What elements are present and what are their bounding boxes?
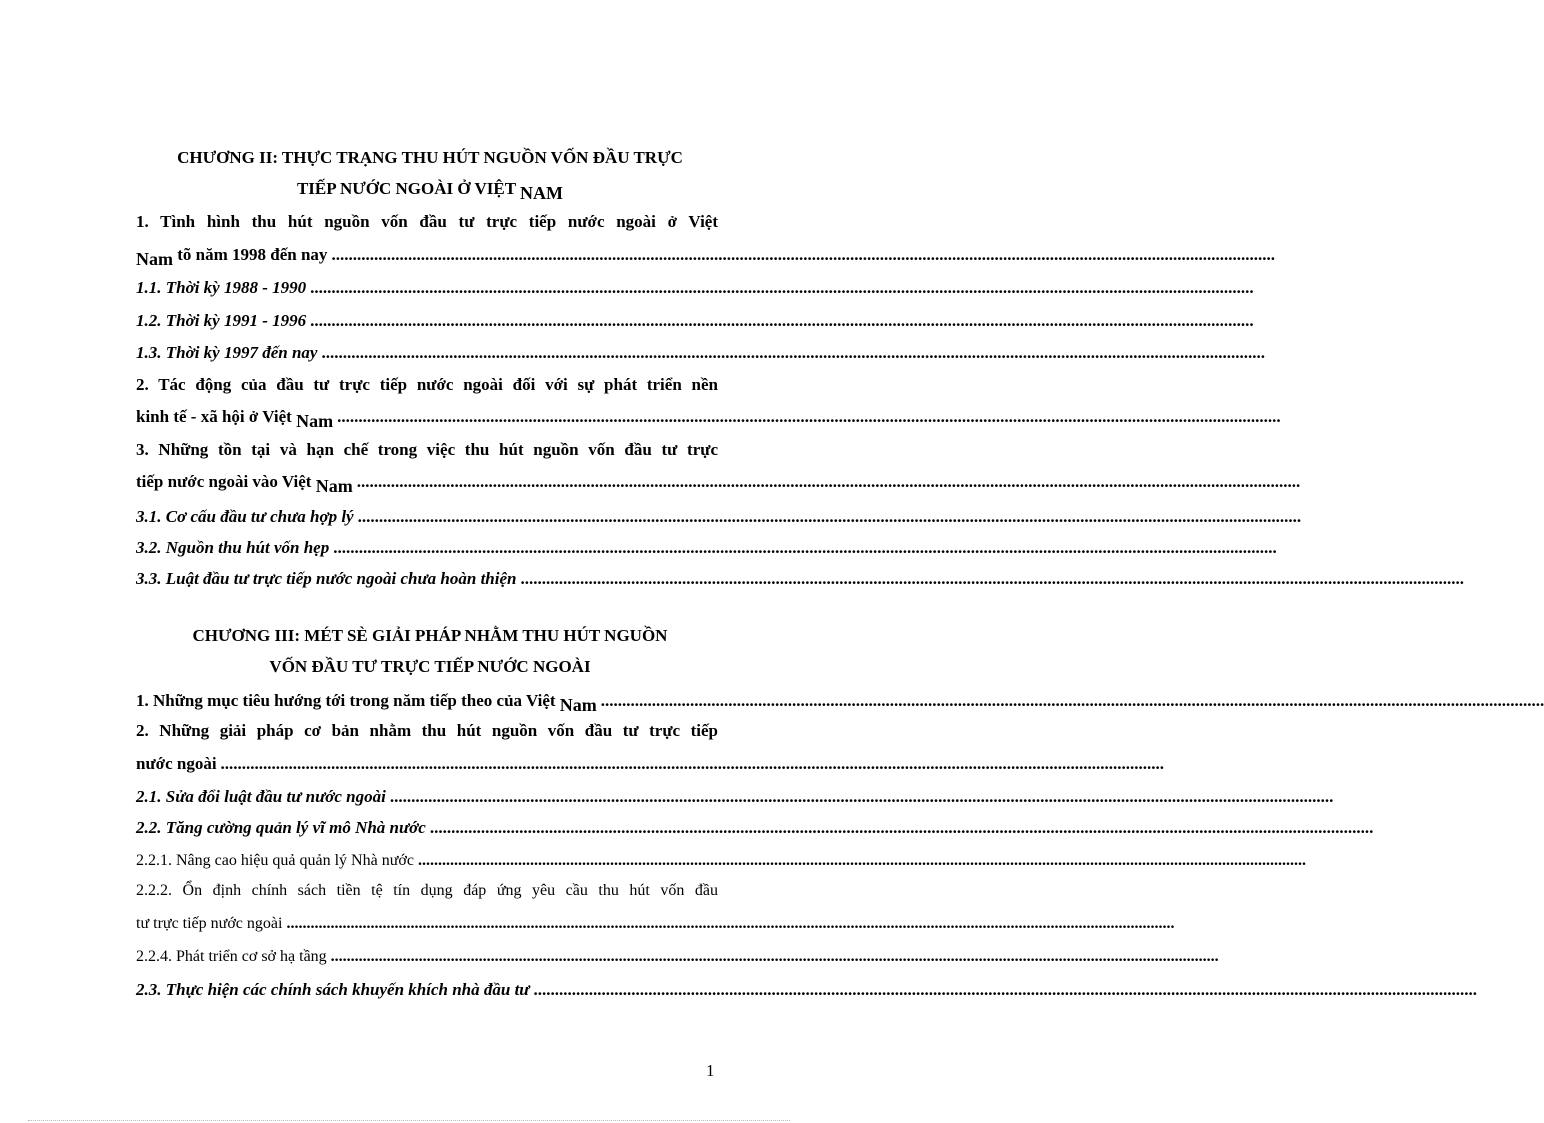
toc3-item-2-3[interactable]	[136, 980, 1477, 1000]
toc-item-3-2[interactable]	[136, 538, 1277, 558]
toc-item-1-2[interactable]	[136, 311, 1254, 331]
toc-item-3-3-text: 3.3. Luật đầu tư trực tiếp nước ngoài chưa hoàn thiện	[136, 569, 517, 588]
toc-item-1-1[interactable]	[136, 278, 1254, 298]
toc-item-3-2-text: 3.2. Nguồn thu hút vốn hẹp	[136, 538, 330, 557]
toc-item-1-2-text: 1.2. Thời kỳ 1991 - 1996	[136, 311, 307, 330]
toc3-item-2-line-2-text: nước ngoài	[136, 754, 217, 773]
toc3-item-2-3-text: 2.3. Thực hiện các chính sách khuyến khích nhà đầu tư	[136, 980, 530, 999]
toc3-item-2-2-1-text: 2.2.1. Nâng cao hiệu quả quản lý Nhà nước	[136, 852, 414, 869]
toc-item-1-3[interactable]	[136, 343, 1265, 363]
chapter-2-title-line-2	[120, 178, 740, 203]
toc3-item-2-2-2-line-2[interactable]	[136, 914, 1175, 934]
toc-leader-dots: ..............................................................................................................................................................................................................................	[417, 852, 1306, 869]
chapter-2-title-line-2-end: NAM	[520, 183, 564, 203]
toc-leader-dots: ..............................................................................................................................................................................................................................	[600, 691, 1544, 710]
toc3-item-2-2-4-text: 2.2.4. Phát triển cơ sở hạ tầng	[136, 948, 327, 965]
toc-leader-dots: ..............................................................................................................................................................................................................................	[333, 538, 1277, 557]
toc-leader-dots: ..............................................................................................................................................................................................................................	[357, 507, 1302, 526]
toc-leader-dots: ..............................................................................................................................................................................................................................	[533, 980, 1477, 999]
toc-leader-dots: ..............................................................................................................................................................................................................................	[286, 915, 1175, 932]
toc-item-3-1[interactable]	[136, 507, 1302, 527]
toc-leader-dots: ..............................................................................................................................................................................................................................	[429, 818, 1374, 837]
toc-leader-dots: ..............................................................................................................................................................................................................................	[220, 754, 1165, 773]
toc-item-1-3-text: 1.3. Thời kỳ 1997 đến nay	[136, 343, 318, 362]
toc-item-1-line-1[interactable]: 1. Tình hình thu hút nguồn vốn đầu tư trực tiếp nước ngoài ở Việt	[136, 212, 718, 231]
toc3-item-2-2-1[interactable]	[136, 851, 1306, 871]
chapter-3-title-line-2: VỐN ĐẦU TƯ TRỰC TIẾP NƯỚC NGOÀI	[269, 657, 591, 676]
chapter-2-title-line-2-main: TIẾP NƯỚC NGOÀI Ở VIỆT	[296, 179, 521, 198]
toc-item-3-line-1[interactable]: 3. Những tồn tại và hạn chế trong việc thu hút nguồn vốn đầu tư trực	[136, 440, 718, 459]
toc3-item-2-2-2-line-2-text: tư trực tiếp nước ngoài	[136, 915, 283, 932]
toc-item-1-nam: Nam	[136, 249, 173, 269]
toc-item-1-1-text: 1.1. Thời kỳ 1988 - 1990	[136, 278, 307, 297]
toc3-item-2-line-2[interactable]	[136, 754, 1165, 774]
toc-item-3-3[interactable]	[136, 569, 1464, 589]
toc-item-3-nam: Nam	[315, 476, 353, 496]
toc-item-2-line-1[interactable]: 2. Tác động của đầu tư trực tiếp nước ngoài đối với sự phát triển nền	[136, 375, 718, 394]
toc3-item-1-nam: Nam	[559, 695, 597, 715]
toc-leader-dots: ..............................................................................................................................................................................................................................	[331, 245, 1275, 264]
page-number: 1	[706, 1061, 715, 1080]
toc3-item-2-2-4[interactable]	[136, 947, 1219, 967]
toc-leader-dots: ..............................................................................................................................................................................................................................	[356, 472, 1301, 491]
chapter-2-title-line-1: CHƯƠNG II: THỰC TRẠNG THU HÚT NGUỒN VỐN ĐẦU TRỰC	[177, 148, 683, 167]
toc-leader-dots: ..............................................................................................................................................................................................................................	[337, 407, 1281, 426]
toc3-item-1[interactable]	[136, 690, 1544, 715]
toc3-item-2-2[interactable]	[136, 818, 1374, 838]
toc3-item-2-line-1[interactable]: 2. Những giải pháp cơ bản nhằm thu hút nguồn vốn đầu tư trực tiếp	[136, 721, 718, 740]
toc-leader-dots: ..............................................................................................................................................................................................................................	[310, 278, 1254, 297]
toc3-item-2-1[interactable]	[136, 787, 1334, 807]
toc3-item-2-1-text: 2.1. Sửa đổi luật đầu tư nước ngoài	[136, 787, 386, 806]
toc-leader-dots: ..............................................................................................................................................................................................................................	[520, 569, 1464, 588]
page-bottom-rule	[28, 1120, 790, 1121]
toc-leader-dots: ..............................................................................................................................................................................................................................	[389, 787, 1334, 806]
toc-leader-dots: ..............................................................................................................................................................................................................................	[330, 948, 1219, 965]
toc-item-3-line-2[interactable]	[136, 471, 1301, 496]
toc-item-2-line-2[interactable]	[136, 406, 1281, 431]
toc3-item-2-2-2-line-1[interactable]: 2.2.2. Ổn định chính sách tiền tệ tín dụng đáp ứng yêu cầu thu hút vốn đầu	[136, 882, 718, 899]
toc-item-3-1-text: 3.1. Cơ cấu đầu tư chưa hợp lý	[136, 507, 354, 526]
toc-item-3-line-2-text: tiếp nước ngoài vào Việt	[136, 472, 316, 491]
toc-item-1-line-2-text: tõ năm 1998 đến nay	[173, 245, 328, 264]
toc-leader-dots: ..............................................................................................................................................................................................................................	[321, 343, 1265, 362]
toc3-item-2-2-text: 2.2. Tăng cường quản lý vĩ mô Nhà nước	[136, 818, 426, 837]
toc-item-2-line-2-text: kinh tế - xã hội ở Việt	[136, 407, 297, 426]
toc-item-2-nam: Nam	[296, 411, 334, 431]
toc-item-1-line-2[interactable]	[136, 244, 1275, 269]
toc-leader-dots: ..............................................................................................................................................................................................................................	[310, 311, 1254, 330]
toc3-item-1-text: 1. Những mục tiêu hướng tới trong năm tiếp theo của Việt	[136, 691, 560, 710]
chapter-3-title-line-1: CHƯƠNG III: MÉT SÈ GIẢI PHÁP NHẰM THU HÚT NGUỒN	[192, 626, 668, 645]
